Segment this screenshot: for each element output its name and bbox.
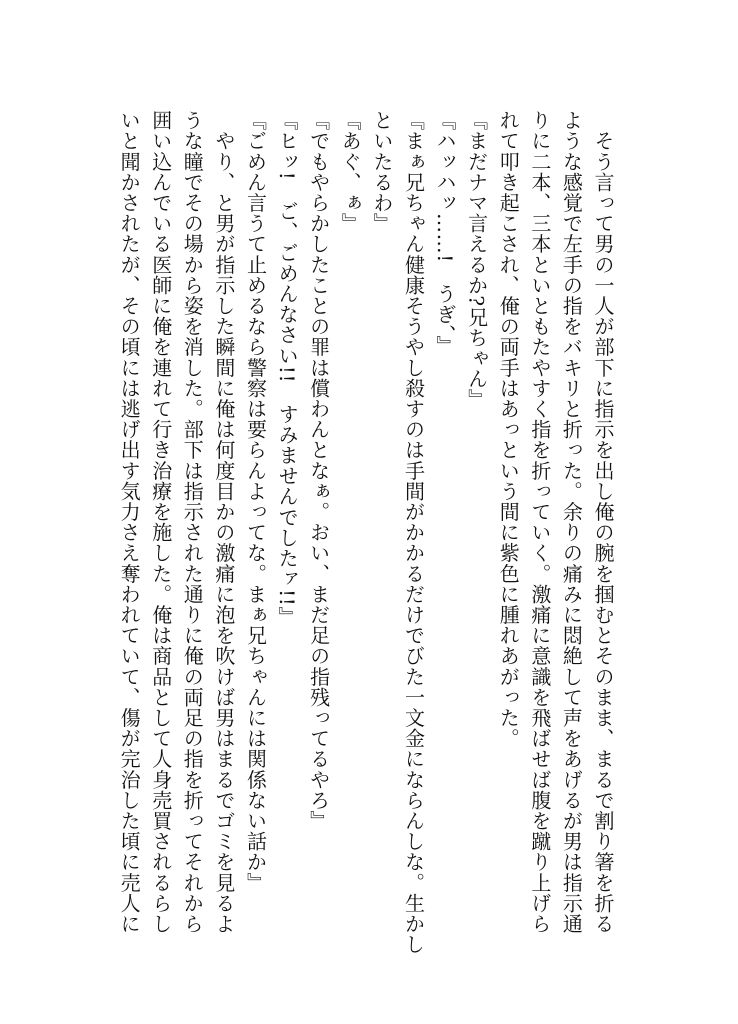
text-line: やり、と男が指示した瞬間に俺は何度目かの激痛に泡を吹けば男はまるでゴミを見るよ: [211, 110, 236, 934]
text-line: いと聞かされたが、その頃には逃げ出す気力さえ奪われていて、傷が完治した頃に売人に: [117, 110, 142, 934]
text-line: 『まぁ兄ちゃん健康そうやし殺すのは手間がかかるだけでびた一文金にならんしな。生かし: [401, 110, 426, 955]
text-line: 『でもやらかしたことの罪は償わんとなぁ。おい、まだ足の指残ってるやろ』: [306, 110, 331, 831]
text-line: 『まだナマ言えるか?兄ちゃん』: [464, 110, 489, 410]
vertical-text-body: [117, 110, 618, 955]
text-line: れて叩き起こされ、俺の両手はあっという間に紫色に腫れあがった。: [496, 110, 521, 749]
text-line: うな瞳でその場から姿を消した。部下は指示された通りに俺の両足の指を折ってそれから: [180, 110, 205, 934]
text-line: 囲い込んでいる医師に俺を連れて行き治療を施した。俺は商品として人身売買されるらし: [148, 110, 173, 934]
text-line: といたるわ』: [369, 110, 394, 234]
text-line: りに二本、三本といともたやすく指を折っていく。激痛に意識を飛ばせば腹を蹴り上げら: [527, 110, 552, 934]
text-line: 『ハッハッ……! うぎ、』: [433, 110, 458, 356]
text-line: ような感覚で左手の指をバキリと折った。余りの痛みに悶絶して声をあげるが男は指示通: [559, 110, 584, 934]
text-line: 『ヒッ! ご、ごめんなさい!! すみませんでしたァ!!』: [275, 110, 300, 627]
text-line: そう言って男の一人が部下に指示を出し俺の腕を掴むとそのまま、まるで割り箸を折る: [591, 110, 615, 934]
text-line: 『あぐ、ぁ』: [338, 110, 363, 234]
text-line: 『ごめん言うて止めるなら警察は要らんよってな。まぁ兄ちゃんには関係ない話か』: [243, 110, 268, 893]
